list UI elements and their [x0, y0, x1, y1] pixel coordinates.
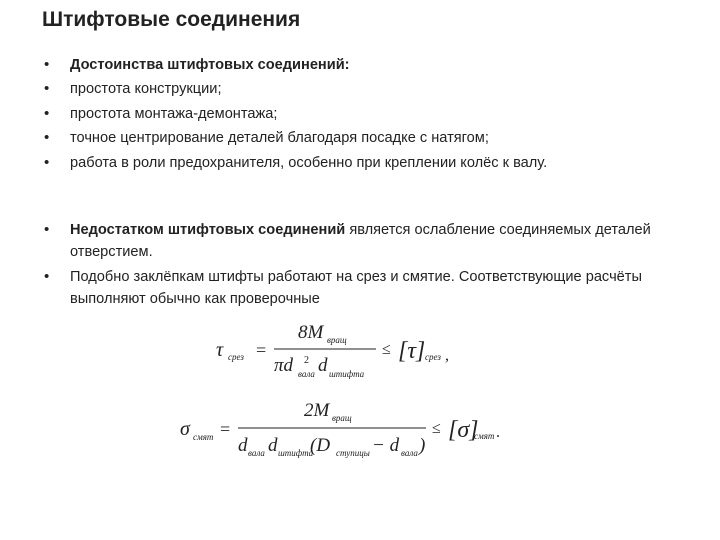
formula2-den-sub4: вала [401, 448, 418, 458]
formula2-den-paren-open: (D [310, 435, 331, 456]
formula2-den-d1: d [238, 435, 248, 456]
formula1-num-sub: вращ [327, 335, 347, 345]
disadvantage-text: является ослабление соединяемых деталей отверстием. [70, 222, 651, 260]
list-item: • простота монтажа-демонтажа; [44, 102, 684, 126]
formula2-den-sub2: штифта [278, 448, 314, 458]
formula2-end: . [496, 424, 500, 441]
page-title: Штифтовые соединения [42, 8, 301, 31]
formula2-eq: = [220, 419, 231, 439]
formula1-lhs-sub: срез [228, 352, 244, 362]
formula1-den-sub2: штифта [329, 369, 365, 379]
list-item: • точное центрирование деталей благодаря посадке с натягом; [44, 126, 684, 150]
formula1-den-d: d [318, 355, 328, 376]
advantages-list [44, 53, 684, 175]
formula1-rhs: [τ] [398, 338, 426, 364]
list-item: • простота конструкции; [44, 77, 684, 101]
formula2-den-d2: d [268, 435, 278, 456]
notes-list [44, 219, 684, 313]
formula2-rhs: [σ] [448, 417, 479, 443]
formula1-le: ≤ [382, 341, 391, 358]
formula1-den-pi: πd [274, 355, 294, 376]
formula2-den-minus: − d [372, 435, 400, 456]
list-item: • работа в роли предохранителя, особенно при креплении колёс к валу. [44, 151, 684, 175]
advantages-heading: Достоинства штифтовых соединений: [70, 57, 350, 73]
disadvantage-label: Недостатком штифтовых соединений [70, 222, 346, 238]
formula2-le: ≤ [432, 420, 441, 437]
formula2-den-sub1: вала [248, 448, 265, 458]
formula2-num-sub: вращ [332, 413, 352, 423]
list-item [44, 219, 684, 263]
formula1-den-sub1: вала [298, 369, 315, 379]
formula2-lhs-sub: смят [193, 432, 214, 442]
formula2-lhs: σ [180, 418, 190, 440]
bearing-stress-formula [176, 392, 516, 466]
formula2-num: 2M [304, 400, 330, 421]
list-item: • Подобно заклёпкам штифты работают на срез и смятие. Соответствующие расчёты выполняют обычно как проверочные [44, 266, 684, 310]
formula2-den-sub3: ступицы [336, 448, 370, 458]
shear-stress-formula [212, 318, 462, 384]
formula1-end: , [445, 347, 449, 364]
formula2-den-paren-close: ) [419, 435, 426, 456]
formula2-rhs-sub: смят [474, 431, 495, 441]
formula1-rhs-sub: срез [425, 352, 441, 362]
formula1-lhs: τ [216, 339, 224, 361]
list-item [44, 53, 684, 77]
formula1-eq: = [256, 340, 267, 360]
formula1-den-sup: 2 [304, 355, 309, 366]
formula1-num: 8M [298, 322, 324, 343]
